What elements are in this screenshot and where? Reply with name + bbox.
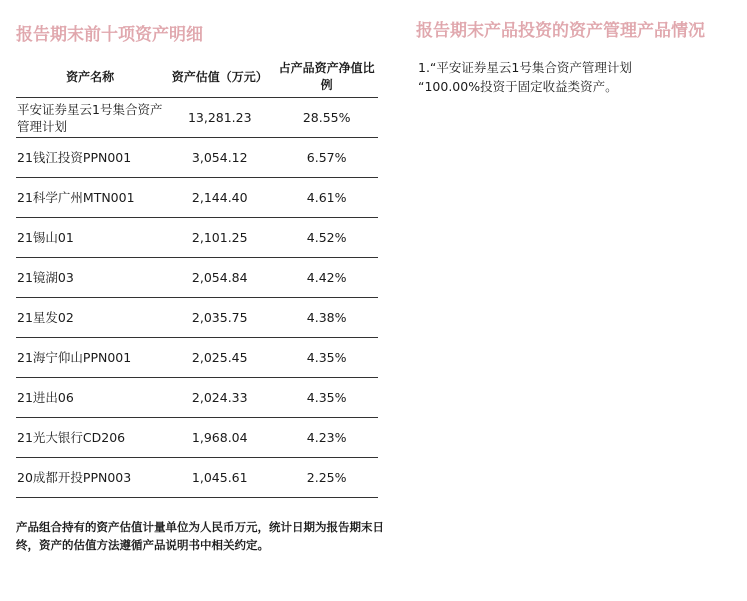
asset-ratio-cell: 2.25% [275, 458, 378, 498]
asset-name-cell: 21锡山01 [16, 218, 164, 258]
asset-ratio-cell: 4.35% [275, 338, 378, 378]
asset-value-cell: 13,281.23 [164, 98, 275, 138]
asset-ratio-cell: 6.57% [275, 138, 378, 178]
asset-value-cell: 1,968.04 [164, 418, 275, 458]
table-row [16, 178, 378, 218]
asset-name-cell: 21镜湖03 [16, 258, 164, 298]
asset-ratio-cell: 28.55% [275, 98, 378, 138]
asset-name-cell: 平安证券星云1号集合资产管理计划 [16, 98, 164, 138]
asset-name-cell: 21进出06 [16, 378, 164, 418]
asset-value-cell: 2,035.75 [164, 298, 275, 338]
asset-name-cell: 20成都开投PPN003 [16, 458, 164, 498]
asset-name-cell: 21科学广州MTN001 [16, 178, 164, 218]
table-row [16, 418, 378, 458]
table-row [16, 138, 378, 178]
column-header-name: 资产名称 [16, 57, 164, 98]
asset-ratio-cell: 4.38% [275, 298, 378, 338]
asset-management-note-line1: 1.“平安证券星云1号集合资产管理计划 [418, 60, 632, 75]
asset-ratio-cell: 4.61% [275, 178, 378, 218]
asset-ratio-cell: 4.52% [275, 218, 378, 258]
top-holdings-section [16, 22, 384, 554]
table-row [16, 258, 378, 298]
asset-name-cell: 21星发02 [16, 298, 164, 338]
asset-management-note [416, 58, 736, 96]
table-header-row [16, 57, 378, 98]
asset-value-cell: 2,144.40 [164, 178, 275, 218]
asset-value-cell: 2,101.25 [164, 218, 275, 258]
asset-name-cell: 21海宁仰山PPN001 [16, 338, 164, 378]
asset-value-cell: 1,045.61 [164, 458, 275, 498]
valuation-footnote: 产品组合持有的资产估值计量单位为人民币万元，统计日期为报告期末日终，资产的估值方法遵循产品说明书中相关约定。 [16, 520, 384, 552]
asset-management-title: 报告期末产品投资的资产管理产品情况 [416, 21, 705, 41]
table-row [16, 458, 378, 498]
asset-ratio-cell: 4.23% [275, 418, 378, 458]
asset-value-cell: 3,054.12 [164, 138, 275, 178]
asset-management-section [416, 18, 736, 96]
top-holdings-table [16, 57, 378, 498]
table-row [16, 218, 378, 258]
asset-value-cell: 2,025.45 [164, 338, 275, 378]
asset-ratio-cell: 4.35% [275, 378, 378, 418]
table-row [16, 378, 378, 418]
table-row [16, 338, 378, 378]
asset-management-note-line2: “100.00%投资于固定收益类资产。 [418, 79, 618, 94]
asset-value-cell: 2,024.33 [164, 378, 275, 418]
column-header-value: 资产估值（万元） [164, 57, 275, 98]
top-holdings-title: 报告期末前十项资产明细 [16, 25, 203, 45]
asset-ratio-cell: 4.42% [275, 258, 378, 298]
asset-value-cell: 2,054.84 [164, 258, 275, 298]
asset-name-cell: 21光大银行CD206 [16, 418, 164, 458]
column-header-ratio: 占产品资产净值比例 [275, 57, 378, 98]
table-row [16, 98, 378, 138]
asset-name-cell: 21钱江投资PPN001 [16, 138, 164, 178]
table-row [16, 298, 378, 338]
